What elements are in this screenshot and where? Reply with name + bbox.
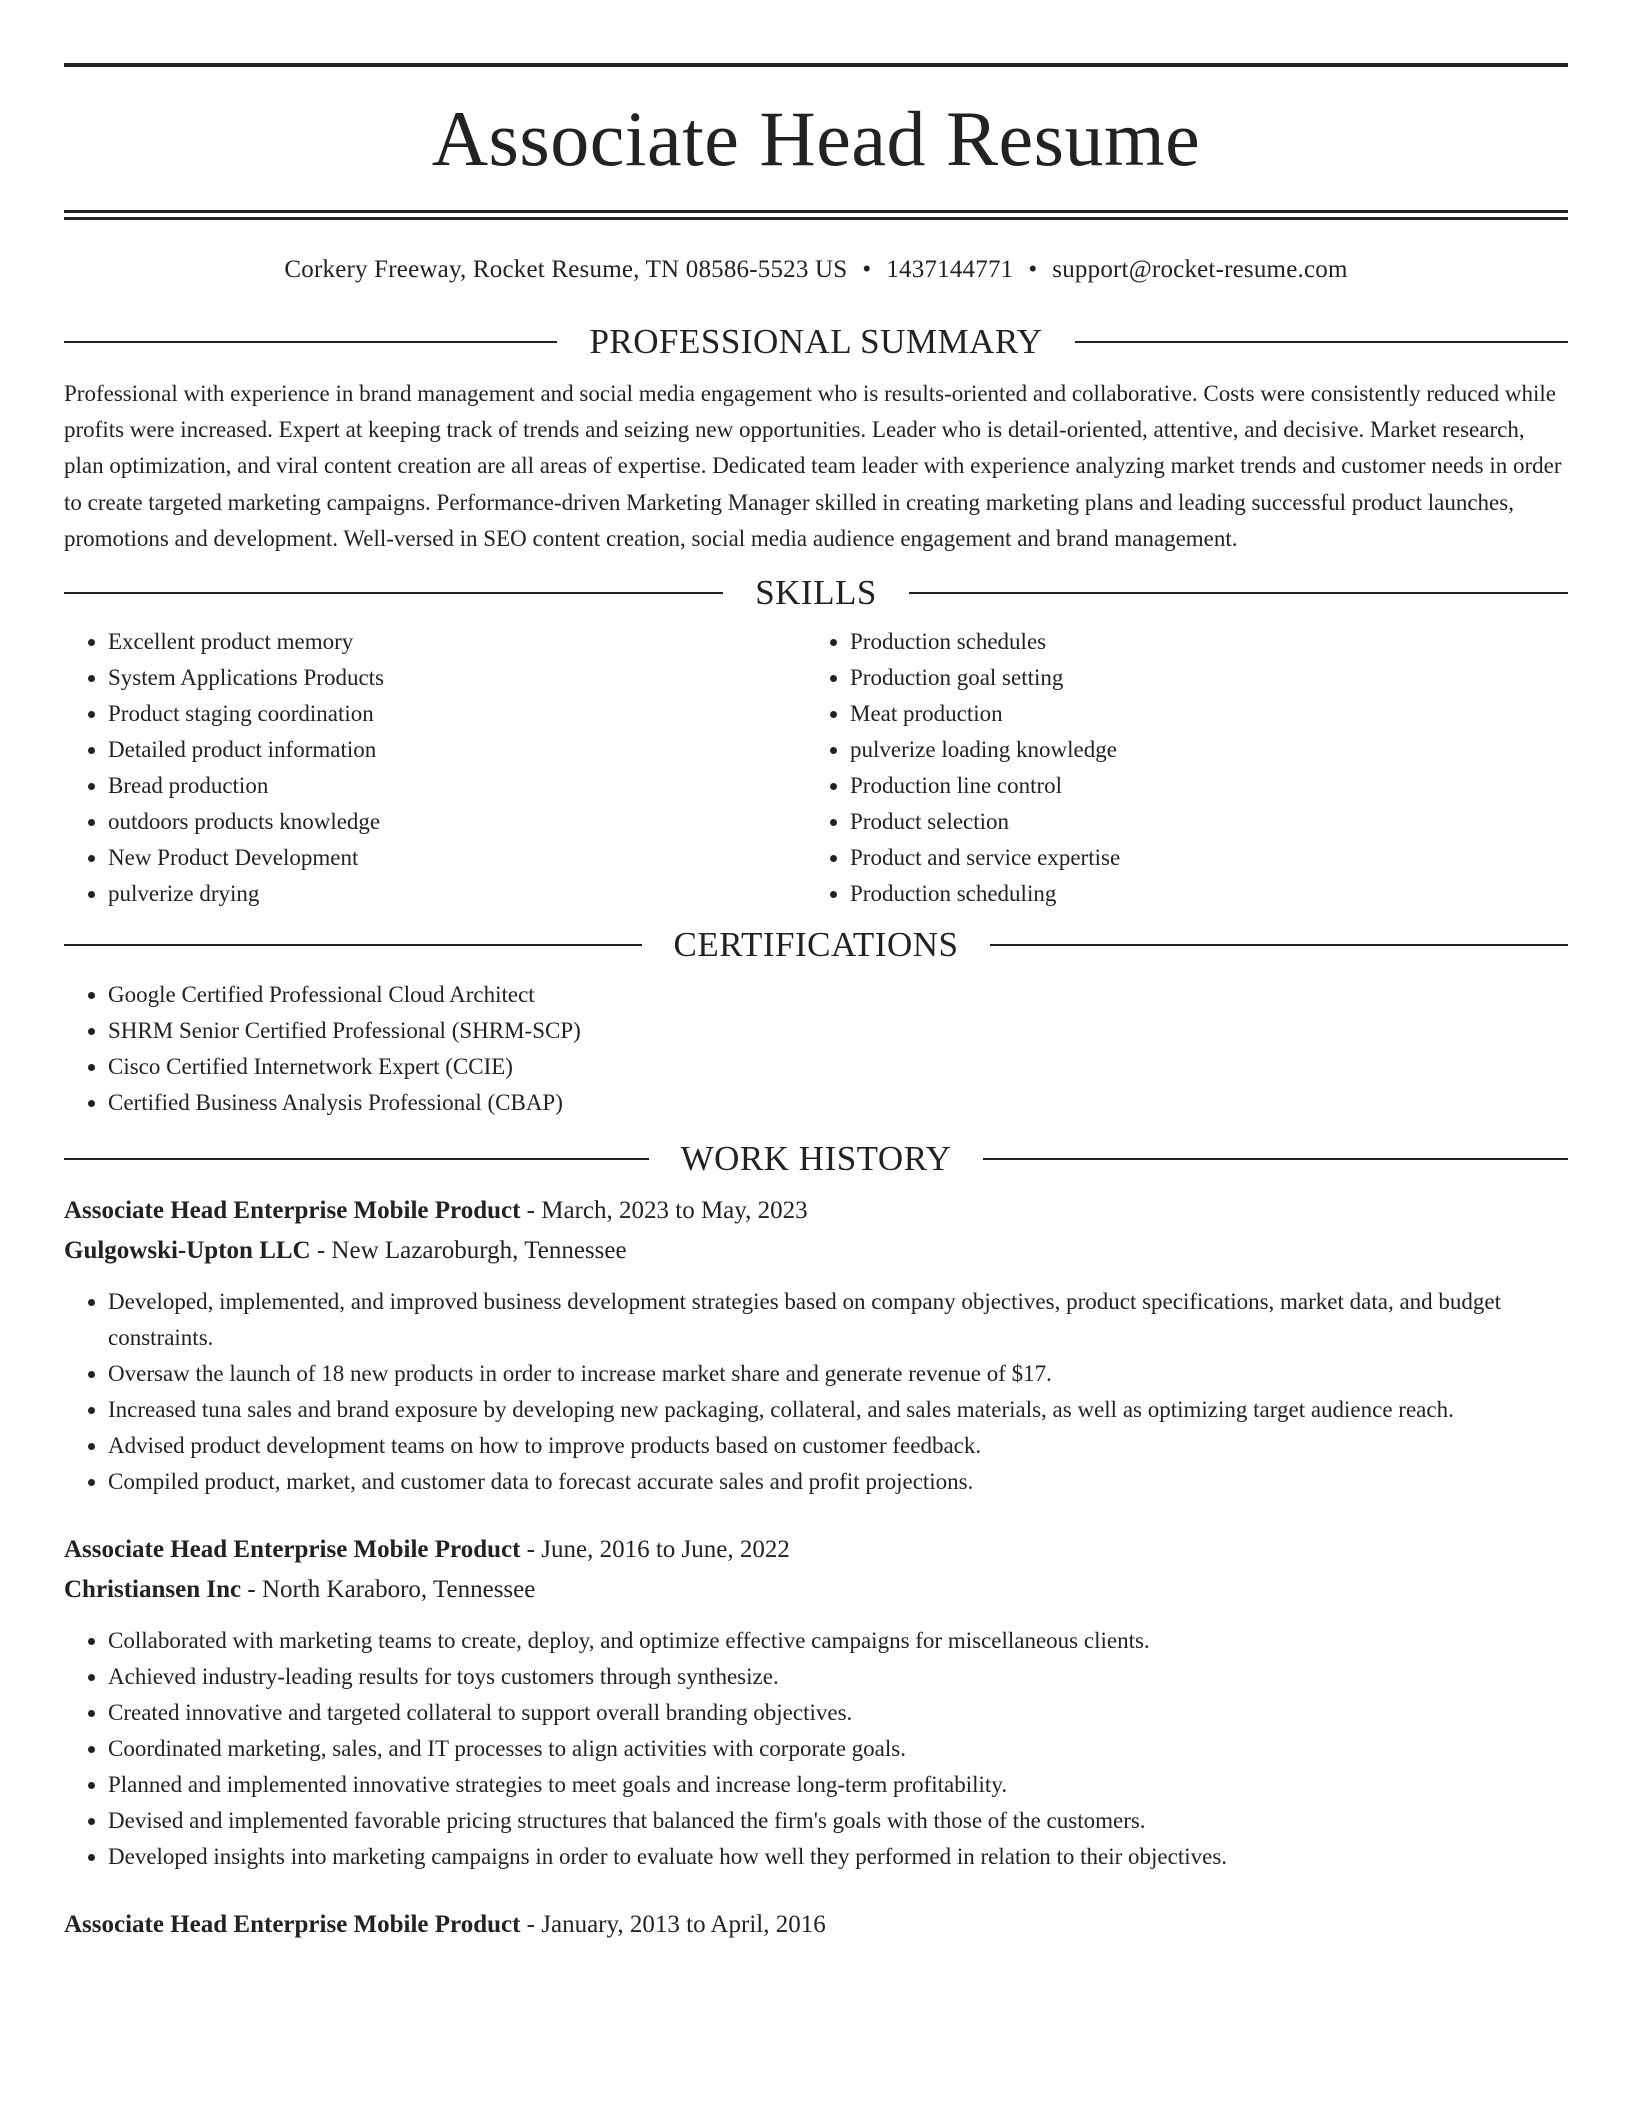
job-title: Associate Head Enterprise Mobile Product: [64, 1536, 521, 1564]
job-title-line: [64, 1530, 1568, 1570]
skills-heading: SKILLS: [755, 573, 877, 613]
job-title-line: [64, 1191, 1568, 1231]
job-duty: • Created innovative and targeted collateral to support overall branding objectives.: [108, 1695, 1568, 1731]
skills-column-left: [64, 624, 806, 912]
job-duties-list: [64, 1623, 1568, 1875]
skill-item: • outdoors products knowledge: [108, 804, 806, 840]
summary-heading: PROFESSIONAL SUMMARY: [589, 322, 1043, 361]
job-entry: [64, 1191, 1568, 1500]
job-dates: - June, 2016 to June, 2022: [520, 1536, 790, 1564]
section-rule: [64, 592, 723, 594]
job-company: Gulgowski-Upton LLC: [64, 1237, 311, 1265]
job-duty: • Collaborated with marketing teams to create, deploy, and optimize effective campaigns for miscellaneous clients.: [108, 1623, 1568, 1659]
job-entry: [64, 1905, 1568, 1945]
job-duty: • Achieved industry-leading results for toys customers through synthesize.: [108, 1659, 1568, 1695]
skill-item: • Excellent product memory: [108, 624, 806, 660]
section-rule: [983, 1158, 1568, 1160]
contact-separator: •: [1028, 256, 1038, 283]
skills-list: [64, 624, 1568, 912]
job-duty: • Oversaw the launch of 18 new products in order to increase market share and generate revenue of $17.: [108, 1356, 1568, 1392]
certifications-section-header: [64, 925, 1568, 965]
job-title-line: [64, 1905, 1568, 1945]
contact-separator: •: [862, 256, 872, 283]
certifications-heading: CERTIFICATIONS: [673, 925, 959, 965]
certification-item: • Cisco Certified Internetwork Expert (CCIE): [108, 1049, 1568, 1085]
resume-page: [64, 0, 1568, 1945]
title-double-rule: [64, 210, 1568, 220]
certifications-list: [64, 977, 1568, 1121]
work-section-header: [64, 1139, 1568, 1179]
section-rule: [909, 592, 1568, 594]
contact-line: [64, 253, 1568, 287]
summary-section-header: [64, 322, 1568, 362]
job-title: Associate Head Enterprise Mobile Product: [64, 1197, 521, 1225]
job-title: Associate Head Enterprise Mobile Product: [64, 1911, 521, 1939]
skill-item: • Production goal setting: [850, 660, 1548, 696]
summary-text: Professional with experience in brand management and social media engagement who is results-oriented and collaborative. Costs were consistently reduced while profits were increased. Expert at keeping track of trends and seizing new opportunities. Leader who is detail-oriented, attentive, and decisive. Market research, plan optimization, and viral content creation are all areas of expertise. Dedicated team leader with experience analyzing market trends and customer needs in order to create targeted marketing campaigns. Performance-driven Marketing Manager skilled in creating marketing plans and leading successful product launches, promotions and development. Well-versed in SEO content creation, social media audience engagement and brand management.: [64, 381, 1562, 551]
contact-phone: 1437144771: [886, 256, 1014, 283]
section-rule: [1075, 341, 1568, 343]
job-duties-list: [64, 1284, 1568, 1500]
section-rule: [990, 944, 1568, 946]
job-duty: • Increased tuna sales and brand exposure by developing new packaging, collateral, and sales materials, as well as optimizing target audience reach.: [108, 1392, 1568, 1428]
skill-item: • pulverize drying: [108, 876, 806, 912]
section-rule: [64, 1158, 649, 1160]
job-dates: - March, 2023 to May, 2023: [520, 1197, 808, 1225]
skill-item: • Product staging coordination: [108, 696, 806, 732]
job-duty: • Developed insights into marketing campaigns in order to evaluate how well they performed in relation to their objectives.: [108, 1839, 1568, 1875]
contact-email: support@rocket-resume.com: [1052, 256, 1348, 283]
job-dates: - January, 2013 to April, 2016: [520, 1911, 826, 1939]
section-rule: [64, 341, 557, 343]
job-duty: • Planned and implemented innovative strategies to meet goals and increase long-term profitability.: [108, 1767, 1568, 1803]
skill-item: • Production scheduling: [850, 876, 1548, 912]
skill-item: • Production line control: [850, 768, 1548, 804]
contact-address: Corkery Freeway, Rocket Resume, TN 08586-5523 US: [284, 256, 848, 283]
certification-item: • SHRM Senior Certified Professional (SHRM-SCP): [108, 1013, 1568, 1049]
job-duty: • Coordinated marketing, sales, and IT processes to align activities with corporate goals.: [108, 1731, 1568, 1767]
certification-item: • Certified Business Analysis Professional (CBAP): [108, 1085, 1568, 1121]
job-duty: • Advised product development teams on how to improve products based on customer feedback.: [108, 1428, 1568, 1464]
skills-section-header: [64, 573, 1568, 613]
job-duty: • Devised and implemented favorable pricing structures that balanced the firm's goals with those of the customers.: [108, 1803, 1568, 1839]
skill-item: • Product and service expertise: [850, 840, 1548, 876]
job-location: - North Karaboro, Tennessee: [241, 1576, 536, 1604]
skill-item: • Meat production: [850, 696, 1548, 732]
skill-item: • Product selection: [850, 804, 1548, 840]
job-company-line: [64, 1570, 1568, 1610]
skill-item: • Detailed product information: [108, 732, 806, 768]
job-company-line: [64, 1231, 1568, 1271]
skill-item: • Production schedules: [850, 624, 1548, 660]
skill-item: • New Product Development: [108, 840, 806, 876]
work-heading: WORK HISTORY: [680, 1139, 952, 1179]
skills-column-right: [806, 624, 1548, 912]
resume-title: Associate Head Resume: [431, 95, 1201, 182]
job-duty: • Developed, implemented, and improved business development strategies based on company objectives, product specifications, market data, and budget constraints.: [108, 1284, 1568, 1356]
job-entry: [64, 1530, 1568, 1875]
job-company: Christiansen Inc: [64, 1576, 242, 1604]
certification-item: • Google Certified Professional Cloud Architect: [108, 977, 1568, 1013]
job-location: - New Lazaroburgh, Tennessee: [310, 1237, 627, 1265]
skill-item: • Bread production: [108, 768, 806, 804]
skill-item: • System Applications Products: [108, 660, 806, 696]
skill-item: • pulverize loading knowledge: [850, 732, 1548, 768]
job-duty: • Compiled product, market, and customer data to forecast accurate sales and profit projections.: [108, 1464, 1568, 1500]
section-rule: [64, 944, 642, 946]
